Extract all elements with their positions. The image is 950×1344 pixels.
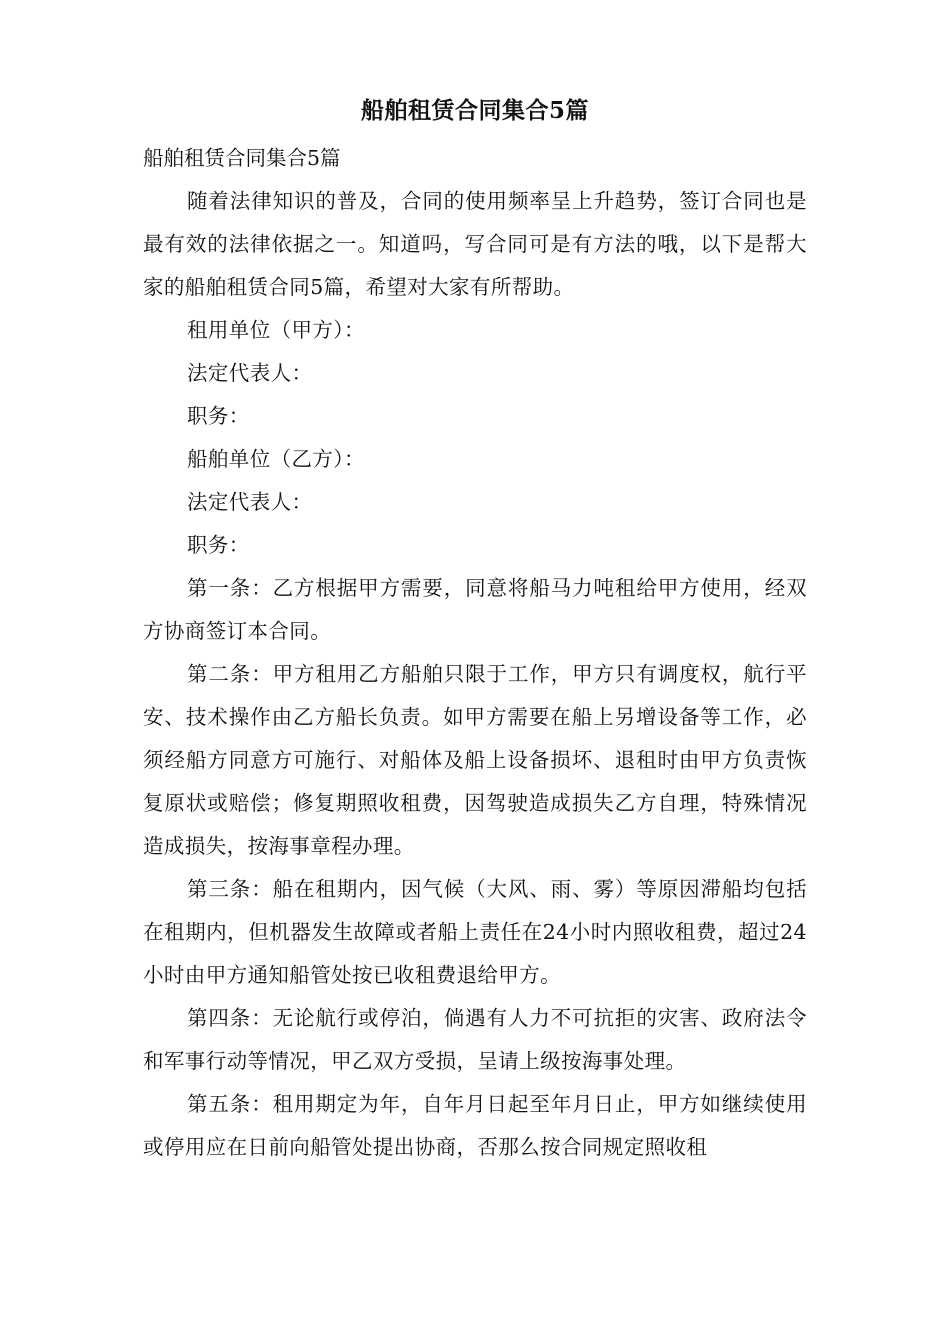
document-body [143, 137, 807, 1169]
party-a-field: 租用单位（甲方）： [187, 318, 365, 342]
party-b-field: 船舶单位（乙方）： [187, 447, 365, 471]
article-5-paragraph: 第五条：租用期定为年，自年月日起至年月日止，甲方如继续使用或停用应在日前向船管处提出协商，否那么按合同规定照收租 [143, 1092, 807, 1159]
document-title: 船舶租赁合同集合5篇 [360, 97, 589, 124]
article-1-paragraph: 第一条：乙方根据甲方需要，同意将船马力吨租给甲方使用，经双方协商签订本合同。 [143, 576, 807, 643]
party-b-representative-field: 法定代表人： [187, 490, 313, 514]
article-2-paragraph: 第二条：甲方租用乙方船舶只限于工作，甲方只有调度权，航行平安、技术操作由乙方船长负责。如甲方需要在船上另增设备等工作，必须经船方同意方可施行、对船体及船上设备损坏、退租时由甲方负责恢复原状或赔偿；修复期照收租费，因驾驶造成损失乙方自理，特殊情况造成损失，按海事章程办理。 [143, 662, 807, 858]
intro-paragraph: 随着法律知识的普及，合同的使用频率呈上升趋势，签订合同也是最有效的法律依据之一。知道吗，写合同可是有方法的哦，以下是帮大家的船舶租赁合同5篇，希望对大家有所帮助。 [143, 189, 807, 299]
article-4-paragraph: 第四条：无论航行或停泊，倘遇有人力不可抗拒的灾害、政府法令和军事行动等情况，甲乙双方受损，呈请上级按海事处理。 [143, 1006, 807, 1073]
party-a-representative-field: 法定代表人： [187, 361, 313, 385]
party-a-position-field: 职务： [187, 404, 250, 428]
article-3-paragraph: 第三条：船在租期内，因气候（大风、雨、雾）等原因滞船均包括在租期内，但机器发生故障或者船上责任在24小时内照收租费，超过24小时由甲方通知船管处按已收租费退给甲方。 [143, 877, 807, 987]
party-b-position-field: 职务： [187, 533, 250, 557]
document-subtitle: 船舶租赁合同集合5篇 [143, 146, 341, 170]
